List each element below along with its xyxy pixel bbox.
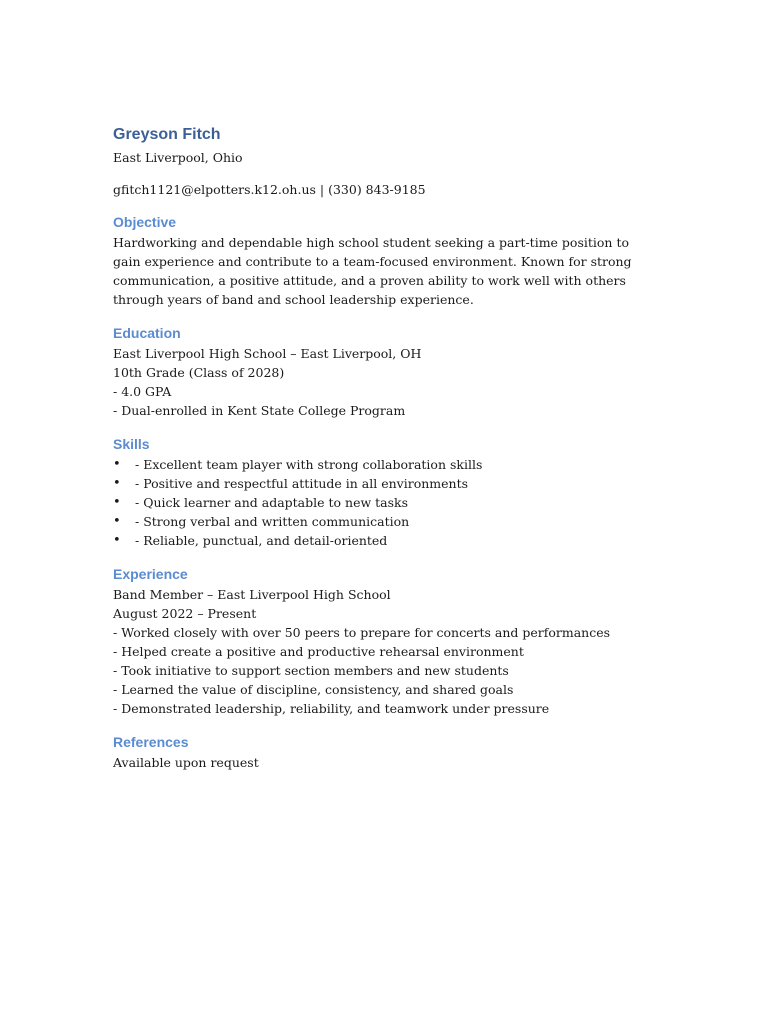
skill-text: - Reliable, punctual, and detail-oriented: [135, 533, 388, 548]
skill-text: - Excellent team player with strong collaboration skills: [135, 457, 483, 472]
experience-duty: - Learned the value of discipline, consistency, and shared goals: [113, 682, 514, 697]
location-line: East Liverpool, Ohio: [113, 150, 243, 165]
skills-heading: Skills: [113, 436, 150, 452]
experience-duty: - Demonstrated leadership, reliability, and teamwork under pressure: [113, 701, 550, 716]
bullet-icon: •: [113, 457, 121, 472]
experience-duty: - Took initiative to support section members and new students: [113, 663, 509, 678]
education-grade: 10th Grade (Class of 2028): [113, 365, 285, 380]
bullet-icon: •: [113, 533, 121, 548]
experience-dates: August 2022 – Present: [113, 606, 257, 621]
experience-duty: - Helped create a positive and productive rehearsal environment: [113, 644, 524, 659]
candidate-name: Greyson Fitch: [113, 126, 221, 143]
bullet-icon: •: [113, 495, 121, 510]
skill-text: - Quick learner and adaptable to new tasks: [135, 495, 409, 510]
bullet-icon: •: [113, 514, 121, 529]
skill-text: - Strong verbal and written communication: [135, 514, 410, 529]
skill-item: [113, 531, 673, 550]
objective-heading: Objective: [113, 214, 177, 230]
education-program: - Dual-enrolled in Kent State College Program: [113, 403, 406, 418]
education-school: East Liverpool High School – East Liverpool, OH: [113, 346, 422, 361]
education-heading: Education: [113, 325, 181, 341]
bullet-icon: •: [113, 476, 121, 491]
resume-document: [113, 124, 673, 772]
skill-item: [113, 512, 673, 531]
experience-heading: Experience: [113, 566, 188, 582]
skills-list: [113, 455, 673, 550]
skill-item: [113, 474, 673, 493]
references-heading: References: [113, 734, 189, 750]
skill-text: - Positive and respectful attitude in all environments: [135, 476, 469, 491]
objective-text: Hardworking and dependable high school student seeking a part-time position to gain experience and contribute to a team-focused environment. Known for strong communication, a positive attitude, and a proven ability to work well with others through years of band and school leadership experience.: [113, 235, 632, 307]
references-text: Available upon request: [113, 755, 259, 770]
contact-line: gfitch1121@elpotters.k12.oh.us | (330) 843-9185: [113, 182, 426, 197]
experience-role: Band Member – East Liverpool High School: [113, 587, 391, 602]
skill-item: [113, 493, 673, 512]
education-gpa: - 4.0 GPA: [113, 384, 172, 399]
skill-item: [113, 455, 673, 474]
experience-duty: - Worked closely with over 50 peers to prepare for concerts and performances: [113, 625, 611, 640]
